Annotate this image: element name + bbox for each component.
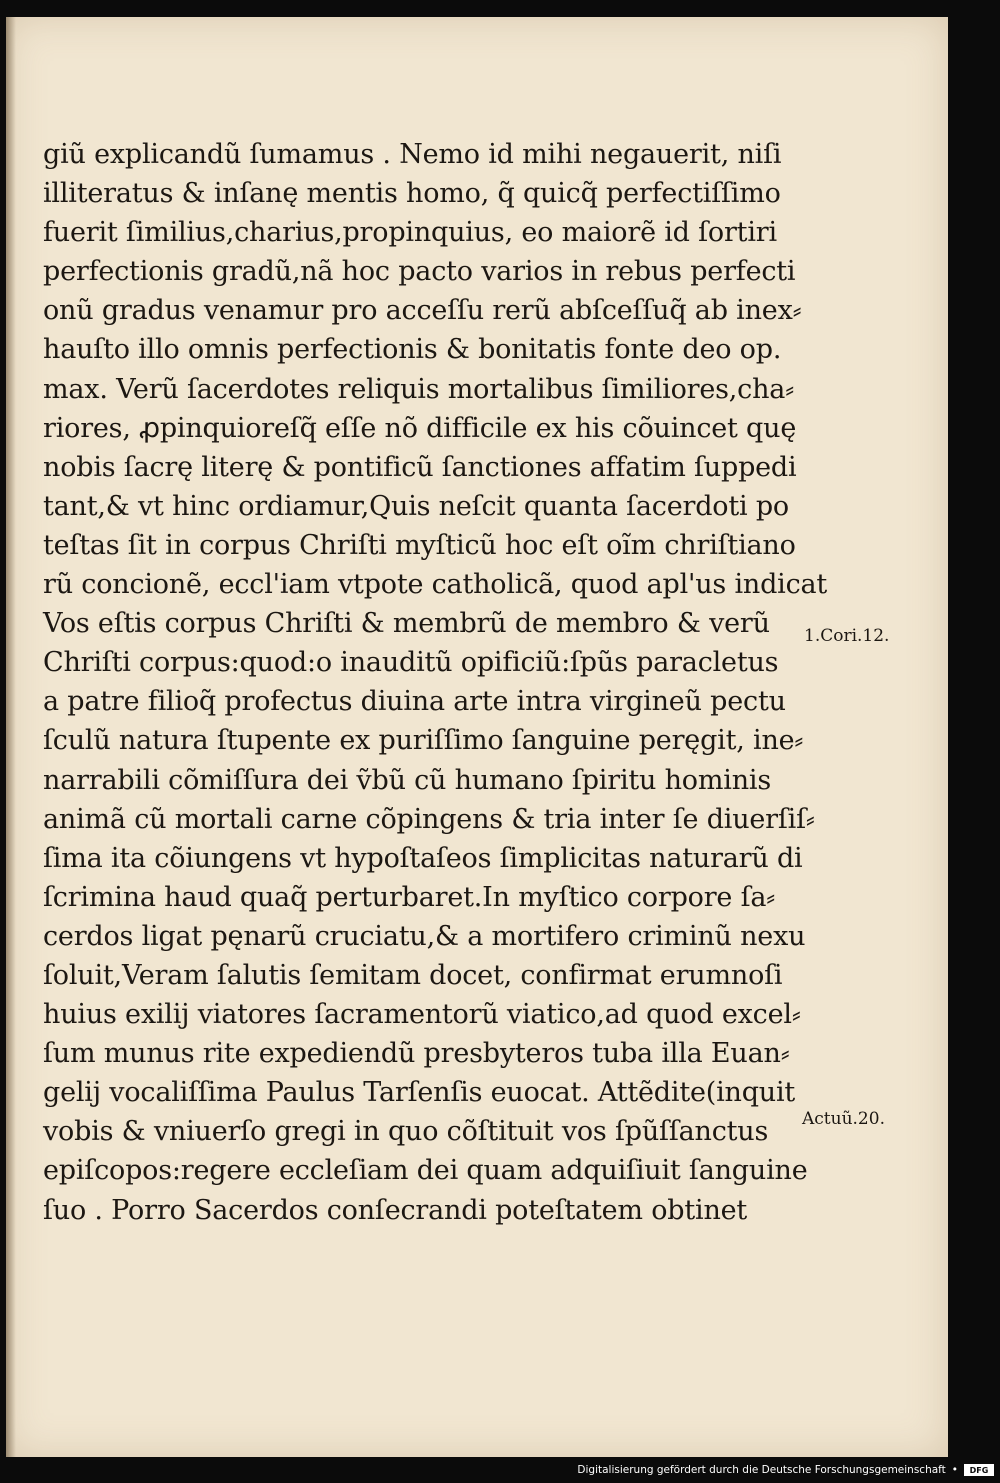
digitization-footer — [577, 1462, 994, 1478]
footer-separator: • — [951, 1464, 958, 1476]
marginal-note: 1.Cori.12. — [804, 626, 890, 646]
text-line: giũ explicandũ ſumamus . Nemo id mihi negauerit, niſi — [43, 139, 782, 170]
text-line: gelij vocaliſſima Paulus Tarſenſis euocat. Attẽdite(inquit — [43, 1077, 796, 1109]
text-line: rũ concionẽ, eccl'iam vtpote catholicã, quod apl'us indicat — [43, 569, 828, 601]
text-line: ſima ita cõiungens vt hypoſtaſeos ſimplicitas naturarũ di — [43, 842, 803, 874]
marginal-note: Actuũ.20. — [802, 1109, 885, 1129]
text-line: animã cũ mortali carne cõpingens & tria inter ſe diuerſiſ⸗ — [43, 803, 815, 835]
book-page — [6, 17, 948, 1457]
text-line: Vos eſtis corpus Chriſti & membrũ de membro & verũ — [43, 608, 770, 640]
text-line: narrabili cõmiſſura dei ṽbũ cũ humano ſpiritu hominis — [43, 764, 771, 796]
text-line: hauſto illo omnis perfectionis & bonitatis fonte deo op. — [43, 334, 782, 366]
text-line: onũ gradus venamur pro acceſſu rerũ abſceſſuq̃ ab inex⸗ — [43, 295, 802, 327]
text-line: perfectionis gradũ,nã hoc pacto varios in rebus perfecti — [43, 256, 796, 288]
body-text — [43, 135, 843, 1230]
page-gutter-shadow — [6, 17, 16, 1457]
text-line: nobis ſacrę literę & pontificũ ſanctiones affatim ſuppedi — [43, 451, 797, 483]
text-line: ſum munus rite expediendũ presbyteros tuba illa Euan⸗ — [43, 1038, 790, 1070]
text-line: riores, ꝓpinquioreſq̃ eſſe nõ difficile ex his cõuincet quę — [43, 412, 797, 444]
text-line: ſoluit,Veram ſalutis ſemitam docet, confirmat erumnoſi — [43, 959, 783, 991]
text-line: illiteratus & inſanę mentis homo, q̃ quicq̃ perfectiſſimo — [43, 178, 781, 210]
text-line: ſcrimina haud quaq̃ perturbaret.In myſtico corpore ſa⸗ — [43, 881, 776, 913]
text-line: max. Verũ ſacerdotes reliquis mortalibus ſimiliores,cha⸗ — [43, 373, 794, 405]
text-line: ſuo . Porro Sacerdos conſecrandi poteſtatem obtinet — [43, 1194, 748, 1226]
text-line: ſculũ natura ſtupente ex puriſſimo ſanguine peręgit, ine⸗ — [43, 725, 804, 757]
text-line: epiſcopos:regere eccleſiam dei quam adquiſiuit ſanguine — [43, 1155, 808, 1187]
text-line: vobis & vniuerſo gregi in quo cõſtituit vos ſpũſſanctus — [43, 1116, 769, 1148]
text-line: teſtas ſit in corpus Chriſti myſticũ hoc eſt oĩm chriſtiano — [43, 529, 796, 561]
text-line: fuerit ſimilius,charius,propinquius, eo maiorẽ id ſortiri — [43, 217, 777, 249]
footer-credit: Digitalisierung gefördert durch die Deutsche Forschungsgemeinschaft — [577, 1464, 946, 1476]
text-line: tant,& vt hinc ordiamur,Quis neſcit quanta ſacerdoti po — [43, 490, 789, 522]
text-line: cerdos ligat pęnarũ cruciatu,& a mortifero criminũ nexu — [43, 920, 806, 952]
dfg-logo-icon: DFG — [964, 1464, 994, 1476]
text-line: a patre filioq̃ profectus diuina arte intra virgineũ pectu — [43, 686, 786, 718]
text-line: huius exilij viatores ſacramentorũ viatico,ad quod excel⸗ — [43, 999, 801, 1031]
text-line: Chriſti corpus:quod:o inauditũ opificiũ:ſpũs paracletus — [43, 647, 779, 679]
